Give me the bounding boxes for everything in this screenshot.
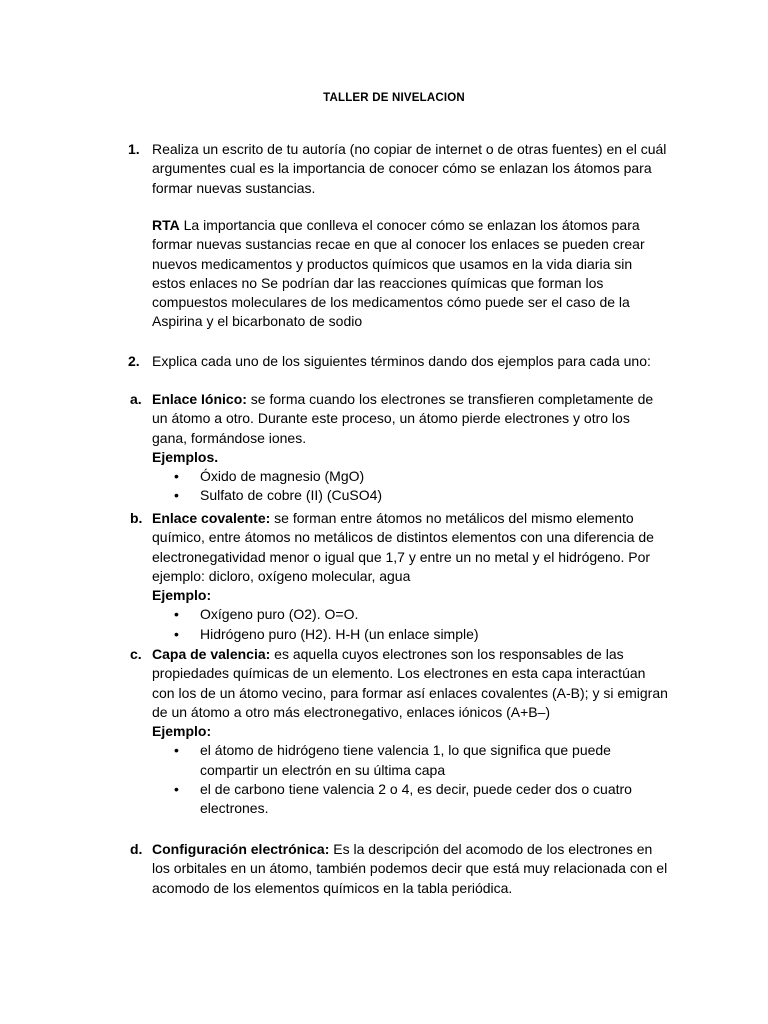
question-2-number: 2. <box>128 353 140 369</box>
list-item <box>174 625 668 644</box>
term-text: Es la descripción del acomodo de los electrones en los orbitales en un átomo, también podemos decir que está muy relacionada con el acomodo de los elementos químicos en la tabla periódica. <box>152 841 668 896</box>
question-2 <box>128 352 668 371</box>
bullet-icon: • <box>174 625 179 642</box>
example-text: Oxígeno puro (O2). O=O. <box>200 606 359 623</box>
term-item-c <box>128 645 668 819</box>
term-name: Configuración electrónica: <box>152 841 330 857</box>
answer-1 <box>152 216 668 332</box>
bullet-icon: • <box>174 781 179 798</box>
term-letter: c. <box>130 646 142 662</box>
document-title: TALLER DE NIVELACION <box>323 92 465 104</box>
examples-label: Ejemplo: <box>152 587 212 604</box>
example-text: Óxido de magnesio (MgO) <box>200 468 365 485</box>
examples-label: Ejemplo: <box>152 723 212 740</box>
term-item-d <box>128 840 668 898</box>
term-name: Enlace Iónico: <box>152 391 247 407</box>
example-text: el átomo de hidrógeno tiene valencia 1, lo que significa que puede compartir un electrón en su última capa <box>200 742 611 778</box>
term-item-b <box>128 509 668 644</box>
term-definition <box>152 840 668 898</box>
question-2-text: Explica cada uno de los siguientes términos dando dos ejemplos para cada uno: <box>152 353 651 369</box>
term-letter: b. <box>130 510 143 526</box>
list-item <box>174 605 668 624</box>
bullet-icon: • <box>174 487 179 504</box>
answer-1-text: La importancia que conlleva el conocer cómo se enlazan los átomos para formar nuevas sustancias recae en que al conocer los enlaces se pueden crear nuevos medicamentos y productos químicos que usamos en la vida diaria sin estos enlaces no Se podrían dar las reacciones químicas que forman los compuestos moleculares de los medicamentos cómo puede ser el caso de la Aspirina y el bicarbonato de sodio <box>152 217 645 330</box>
question-1-text: Realiza un escrito de tu autoría (no copiar de internet o de otras fuentes) en el cuál argumentes cual es la importancia de conocer cómo se enlazan los átomos para formar nuevas sustancias. <box>152 141 667 196</box>
term-letter: a. <box>130 391 142 407</box>
term-definition <box>152 509 668 586</box>
term-name: Enlace covalente: <box>152 510 271 526</box>
examples-label: Ejemplos. <box>152 448 219 465</box>
term-name: Capa de valencia: <box>152 646 271 662</box>
examples-list <box>174 467 668 506</box>
example-text: Hidrógeno puro (H2). H-H (un enlace simple) <box>200 625 479 642</box>
answer-1-label: RTA <box>152 217 180 233</box>
list-item <box>174 486 668 505</box>
list-item <box>174 780 668 819</box>
list-item <box>174 467 668 486</box>
examples-list <box>174 741 668 818</box>
question-1-number: 1. <box>128 141 140 157</box>
term-definition <box>152 390 668 448</box>
example-text: Sulfato de cobre (II) (CuSO4) <box>200 487 383 504</box>
term-text: se forma cuando los electrones se transfieren completamente de un átomo a otro. Durante este proceso, un átomo pierde electrones y otro los gana, formándose iones. <box>152 391 654 446</box>
term-item-a <box>128 390 668 506</box>
term-definition <box>152 645 668 722</box>
question-1 <box>128 140 668 198</box>
term-letter: d. <box>130 841 143 857</box>
term-text: es aquella cuyos electrones son los responsables de las propiedades químicas de un elemento. Los electrones en esta capa interactúan con los de un átomo vecino, para formar así enlaces covalentes (A-B); y si emigran de un átomo a otro más electronegativo, enlaces iónicos (A+B–) <box>152 646 668 720</box>
bullet-icon: • <box>174 742 179 759</box>
examples-list <box>174 605 668 644</box>
bullet-icon: • <box>174 606 179 623</box>
list-item <box>174 741 668 780</box>
example-text: el de carbono tiene valencia 2 o 4, es decir, puede ceder dos o cuatro electrones. <box>200 781 632 817</box>
term-text: se forman entre átomos no metálicos del mismo elemento químico, entre átomos no metálicos de distintos elementos con una diferencia de electronegatividad menor o igual que 1,7 y entre un no metal y el hidrógeno. Por ejemplo: dicloro, oxígeno molecular, agua <box>152 510 654 584</box>
bullet-icon: • <box>174 468 179 485</box>
